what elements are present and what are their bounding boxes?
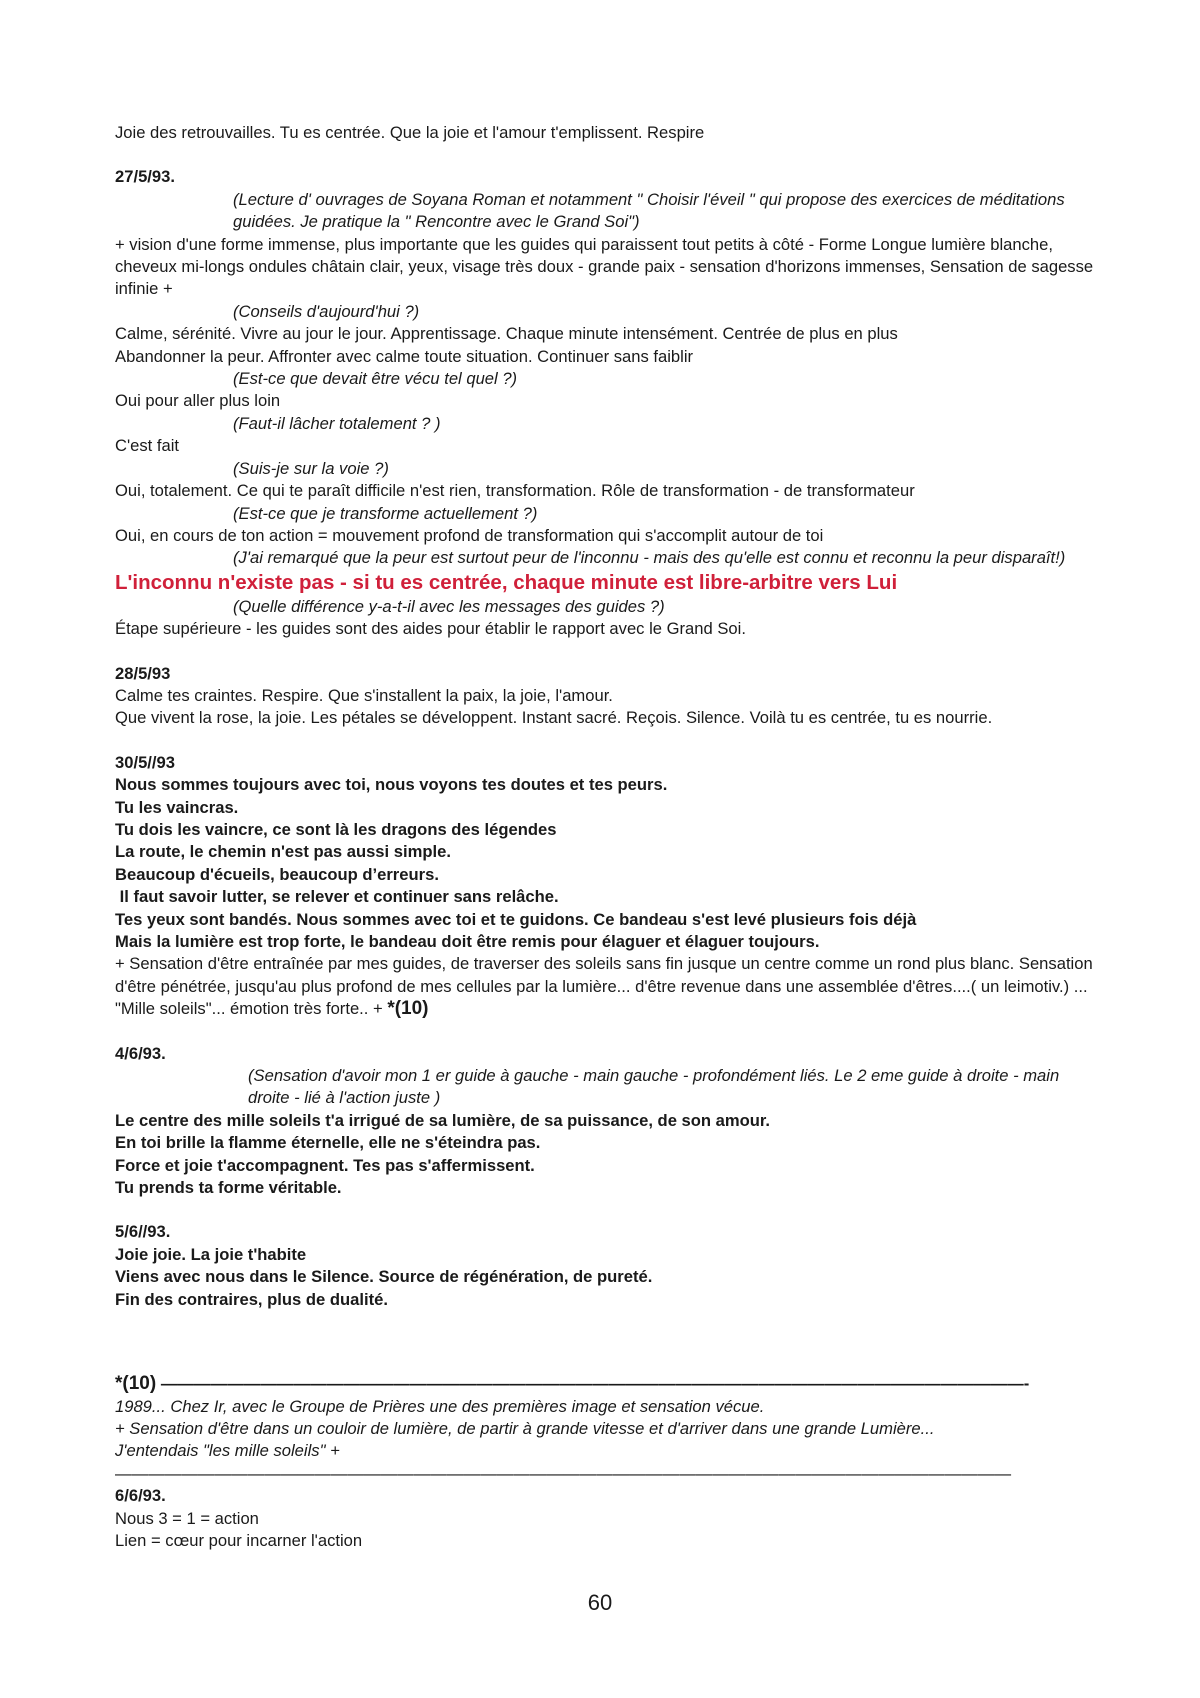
message-line: La route, le chemin n'est pas aussi simple.	[115, 842, 451, 862]
footnote-mark: *(10)	[115, 1373, 157, 1395]
message-line: En toi brille la flamme éternelle, elle ne s'éteindra pas.	[115, 1133, 541, 1153]
entry-date: 30/5//93	[115, 752, 175, 772]
message-line: Viens avec nous dans le Silence. Source de régénération, de pureté.	[115, 1267, 653, 1287]
question-note: (Conseils d'aujourd'hui ?)	[233, 301, 420, 321]
message-line: Nous 3 = 1 = action	[115, 1508, 259, 1528]
sensation-paragraph	[115, 953, 1095, 1020]
answer-line: Oui pour aller plus loin	[115, 391, 281, 411]
message-line: Tu les vaincras.	[115, 797, 239, 817]
answer-line: Oui, en cours de ton action = mouvement profond de transformation qui s'accomplit autour de toi	[115, 525, 824, 545]
footnote-rule: ——————————————————————————————————————————————————————	[115, 1463, 1012, 1483]
answer-line: Calme, sérénité. Vivre au jour le jour. Apprentissage. Chaque minute intensément. Centrée de plus en plus	[115, 324, 898, 344]
sensation-text: + Sensation d'être entraînée par mes guides, de traverser des soleils sans fin jusque un centre comme un rond plus blanc. Sensation d'être pénétrée, jusqu'au plus profond de mes cellules par la lumière... d'être revenue dans une assemblée d'êtres....( un leimotiv.) ... "Mille soleils"... émotion très forte.. +	[115, 954, 1093, 1019]
message-line: Lien = cœur pour incarner l'action	[115, 1530, 363, 1550]
question-note: (Quelle différence y-a-t-il avec les messages des guides ?)	[233, 596, 665, 616]
entry-date: 4/6/93.	[115, 1043, 166, 1063]
message-line: Tu prends ta forme véritable.	[115, 1178, 342, 1198]
entry-date: 5/6//93.	[115, 1222, 171, 1242]
page-content	[115, 122, 1095, 1552]
intro-line: Joie des retrouvailles. Tu es centrée. Que la joie et l'amour t'emplissent. Respire	[115, 123, 705, 142]
answer-line: Oui, totalement. Ce qui te paraît difficile n'est rien, transformation. Rôle de transformation - de transformateur	[115, 481, 915, 501]
footnote-line: + Sensation d'être dans un couloir de lumière, de partir à grande vitesse et d'arriver dans une grande Lumière...	[115, 1418, 935, 1438]
message-line: Joie joie. La joie t'habite	[115, 1244, 307, 1264]
message-line: Le centre des mille soleils t'a irrigué de sa lumière, de sa puissance, de son amour.	[115, 1110, 771, 1130]
question-note: (Faut-il lâcher totalement ? )	[233, 413, 441, 433]
message-line: Calme tes craintes. Respire. Que s'installent la paix, la joie, l'amour.	[115, 685, 613, 705]
message-line: Nous sommes toujours avec toi, nous voyons tes doutes et tes peurs.	[115, 775, 668, 795]
footnote-header	[115, 1373, 1095, 1395]
footnote-dashes: ————————————————————————————————————————————————————-	[160, 1374, 1030, 1394]
message-line: Tu dois les vaincre, ce sont là les dragons des légendes	[115, 819, 557, 839]
question-note: (Suis-je sur la voie ?)	[233, 458, 389, 478]
highlight-message: L'inconnu n'existe pas - si tu es centrée, chaque minute est libre-arbitre vers Lui	[115, 570, 898, 594]
question-note: (Sensation d'avoir mon 1 er guide à gauche - main gauche - profondément liés. Le 2 eme guide à droite - main droite - lié à l'action juste )	[248, 1066, 1060, 1108]
answer-line: Étape supérieure - les guides sont des aides pour établir le rapport avec le Grand Soi.	[115, 619, 746, 639]
entry-date: 27/5/93.	[115, 167, 175, 187]
entry-date: 6/6/93.	[115, 1486, 166, 1506]
question-note: (Est-ce que devait être vécu tel quel ?)	[233, 369, 518, 389]
question-note: (J'ai remarqué que la peur est surtout peur de l'inconnu - mais des qu'elle est connu et reconnu la peur disparaît!)	[233, 548, 1066, 568]
message-line: Beaucoup d'écueils, beaucoup d’erreurs.	[115, 864, 439, 884]
question-note: (Est-ce que je transforme actuellement ?)	[233, 503, 538, 523]
vision-paragraph: + vision d'une forme immense, plus importante que les guides qui paraissent tout petits à côté - Forme Longue lumière blanche, cheveux mi-longs ondules châtain clair, yeux, visage très doux - grande paix - sensation d'horizons immenses, Sensation de sagesse infinie +	[115, 234, 1094, 299]
footnote-line: J'entendais "les mille soleils" +	[115, 1441, 340, 1461]
footnote-line: 1989... Chez Ir, avec le Groupe de Prières une des premières image et sensation vécue.	[115, 1396, 765, 1416]
entry-date: 28/5/93	[115, 663, 171, 683]
message-line: Tes yeux sont bandés. Nous sommes avec toi et te guidons. Ce bandeau s'est levé plusieurs fois déjà	[115, 909, 917, 929]
message-line: Mais la lumière est trop forte, le bandeau doit être remis pour élaguer et élaguer toujours.	[115, 932, 820, 951]
message-line: Que vivent la rose, la joie. Les pétales se développent. Instant sacré. Reçois. Silence. Voilà tu es centrée, tu es nourrie.	[115, 708, 993, 728]
answer-line: C'est fait	[115, 436, 180, 456]
message-line: Force et joie t'accompagnent. Tes pas s'affermissent.	[115, 1155, 535, 1175]
question-note: (Lecture d' ouvrages de Soyana Roman et notamment " Choisir l'éveil " qui propose des exercices de méditations guidées. Je pratique la " Rencontre avec le Grand Soi")	[233, 189, 1065, 232]
footnote-reference[interactable]: *(10)	[387, 998, 429, 1020]
message-line: Il faut savoir lutter, se relever et continuer sans relâche.	[115, 887, 559, 907]
message-line: Fin des contraires, plus de dualité.	[115, 1289, 388, 1309]
answer-line: Abandonner la peur. Affronter avec calme toute situation. Continuer sans faiblir	[115, 346, 694, 366]
page-number: 60	[587, 1590, 613, 1615]
